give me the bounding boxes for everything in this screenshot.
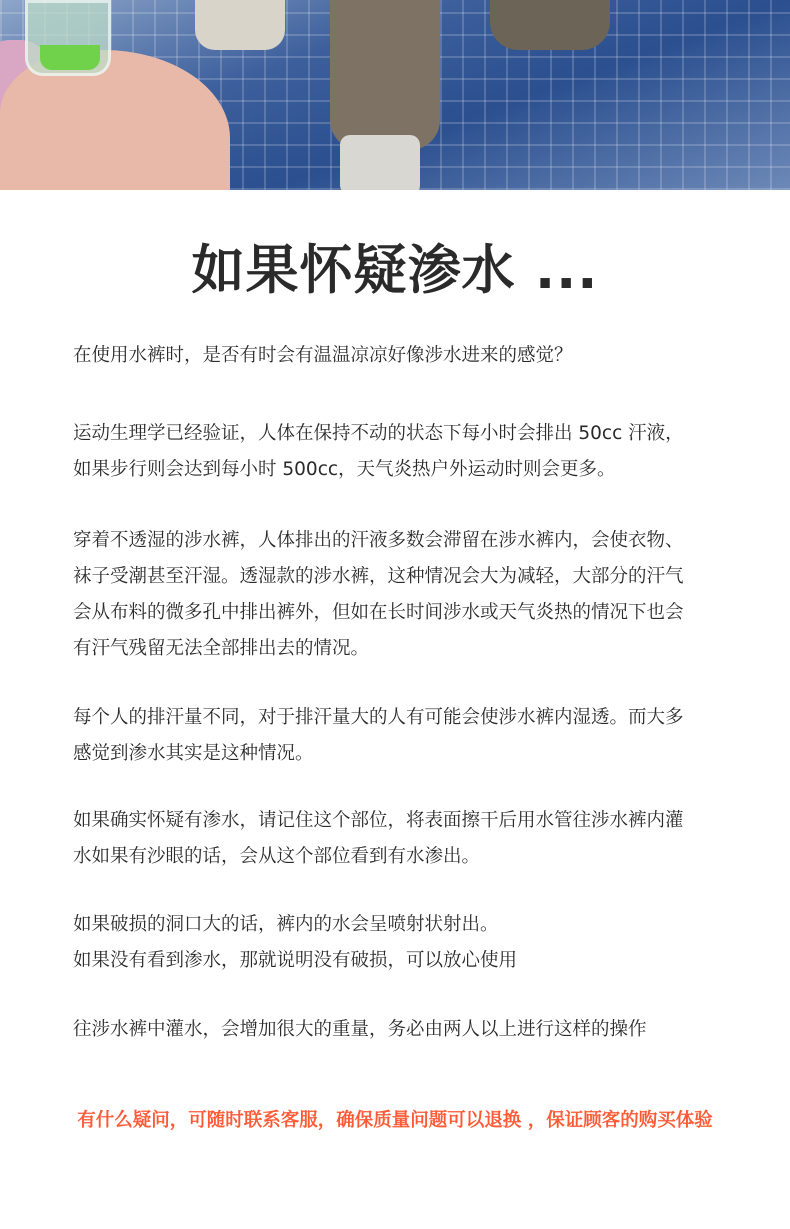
- paragraph-line: 运动生理学已经验证，人体在保持不动的状态下每小时会排出 50cc 汗液，: [73, 423, 684, 444]
- service-notice: 有什么疑问，可随时联系客服，确保质量问题可以退换 ，保证顾客的购买体验: [77, 1110, 713, 1131]
- paragraph-line: 每个人的排汗量不同，对于排汗量大的人有可能会使涉水裤内湿透。而大多: [73, 707, 684, 728]
- paragraph-line: 会从布料的微多孔中排出裤外，但如在长时间涉水或天气炎热的情况下也会: [73, 602, 684, 623]
- boot-shape: [340, 135, 420, 190]
- paragraph-line: 往涉水裤中灌水，会增加很大的重量，务必由两人以上进行这样的操作: [73, 1019, 647, 1040]
- paragraph-line: 感觉到渗水其实是这种情况。: [73, 743, 314, 764]
- paragraph-line: 如果确实怀疑有渗水，请记住这个部位，将表面擦干后用水管往涉水裤内灌: [73, 810, 684, 831]
- paragraph: [73, 700, 733, 772]
- paragraph-line: 袜子受潮甚至汗湿。透湿款的涉水裤，这种情况会大为减轻，大部分的汗气: [73, 566, 684, 587]
- paragraph: [73, 523, 733, 667]
- paragraph: [73, 1012, 733, 1048]
- paragraph: [73, 907, 733, 979]
- leg-shape: [490, 0, 610, 50]
- leg-shape: [195, 0, 285, 50]
- paragraph-line: 如果破损的洞口大的话，裤内的水会呈喷射状射出。: [73, 914, 499, 935]
- cup-water-shape: [40, 45, 100, 70]
- paragraph: [73, 416, 733, 488]
- paragraph-line: 如果没有看到渗水，那就说明没有破损，可以放心使用: [73, 950, 518, 971]
- page-title: 如果怀疑渗水 ...: [191, 240, 599, 301]
- paragraph-line: 在使用水裤时，是否有时会有温温凉凉好像涉水进来的感觉？: [73, 345, 573, 366]
- paragraph-line: 水如果有沙眼的话，会从这个部位看到有水渗出。: [73, 846, 481, 867]
- paragraph-line: 有汗气残留无法全部排出去的情况。: [73, 638, 370, 659]
- leg-shape: [330, 0, 440, 150]
- hero-photo: [0, 0, 790, 190]
- paragraph-line: 如果步行则会达到每小时 500cc，天气炎热户外运动时则会更多。: [73, 459, 616, 480]
- paragraph: [73, 338, 733, 374]
- paragraph: [73, 803, 733, 875]
- paragraph-line: 穿着不透湿的涉水裤，人体排出的汗液多数会滞留在涉水裤内，会使衣物、: [73, 530, 684, 551]
